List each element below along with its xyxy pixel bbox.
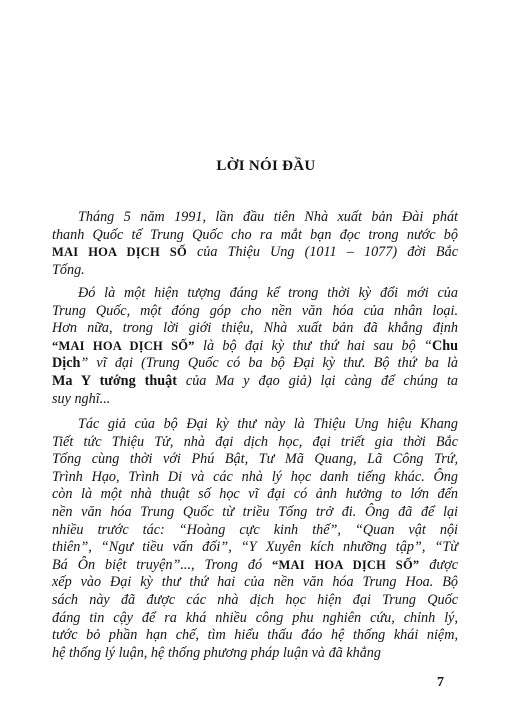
text-line	[52, 627, 458, 645]
text-segment: nền văn hóa Trung Quốc từ triều Tống trở đi. Ông đã để lại	[52, 503, 458, 520]
text-segment: còn là một nhà thuật số học vĩ đại có ảnh hưởng to lớn đến	[52, 486, 458, 503]
page-title: LỜI NÓI ĐẦU	[216, 158, 316, 174]
text-segment: nhiều trước tác: “Hoàng cực kinh thế”, “Quan vật nội	[52, 521, 458, 538]
paragraph-2	[52, 285, 458, 408]
text-segment: được	[419, 556, 458, 573]
text-line	[52, 285, 458, 303]
text-segment: Trình Hạo, Trình Di và các nhà lý học danh tiếng khác. Ông	[52, 468, 458, 485]
text-line	[52, 486, 458, 504]
text-segment: Trung Quốc, một đóng góp cho nền văn hóa của nhân loại.	[52, 302, 458, 319]
page-number: 7	[437, 675, 444, 690]
text-segment: của Ma y đạo giả) lại càng để chúng ta	[176, 372, 458, 389]
text-segment: Ma Y tướng thuật	[52, 372, 177, 389]
text-segment: tước bỏ phần hạn chế, tìm hiểu thấu đáo hệ thống khái niệm,	[52, 627, 458, 644]
text-segment: Tống cùng thời với Phú Bật, Tư Mã Quang, Lã Công Trứ,	[52, 451, 458, 468]
text-segment: Tống.	[52, 261, 85, 278]
text-line	[52, 262, 458, 280]
text-segment: xếp vào Đại kỳ thư thứ hai của nền văn hóa Trung Hoa. Bộ	[52, 574, 458, 591]
text-line	[52, 303, 458, 321]
text-segment: Tác giả của bộ Đại kỳ thư này là Thiệu Ung hiệu Khang	[78, 416, 458, 432]
text-line	[52, 522, 458, 540]
text-line	[52, 320, 458, 338]
text-segment: đáng tin cậy để ra khá nhiều công phu nghiên cứu, chỉnh lý,	[52, 609, 458, 626]
text-line	[52, 539, 458, 557]
text-line	[52, 391, 458, 409]
text-segment: thiên”, “Ngư tiều vấn đối”, “Y Xuyên kích nhưỡng tập”, “Từ	[52, 539, 458, 556]
text-line	[52, 416, 458, 434]
text-line	[52, 574, 458, 592]
text-segment: là bộ đại kỳ thư thứ hai sau bộ “	[194, 337, 432, 354]
text-line	[52, 592, 458, 610]
text-line	[52, 338, 458, 356]
text-segment: ” vĩ đại (Trung Quốc có ba bộ Đại kỳ thư. Bộ thứ ba là	[80, 355, 458, 372]
text-line	[52, 645, 458, 663]
text-segment: của Thiệu Ung (1011 – 1077) đời Bắc	[186, 244, 458, 261]
text-line	[52, 451, 458, 469]
text-line	[52, 373, 458, 391]
text-segment: thanh Quốc tế Trung Quốc cho ra mắt bạn đọc trong nước bộ	[52, 226, 458, 243]
text-line	[52, 227, 458, 245]
text-line	[52, 610, 458, 628]
text-segment: Chu	[431, 337, 458, 354]
text-segment: Dịch	[52, 355, 81, 372]
text-line	[52, 504, 458, 522]
text-line	[52, 469, 458, 487]
text-line	[52, 355, 458, 373]
text-segment: Tiết tức Thiệu Tử, nhà đại dịch học, đại triết gia thời Bắc	[52, 433, 458, 450]
paragraph-1	[52, 209, 458, 279]
text-segment: sách này đã được các nhà dịch học hiện đại Trung Quốc	[52, 591, 458, 608]
text-segment: Tháng 5 năm 1991, lần đầu tiên Nhà xuất bản Đài phát	[78, 209, 458, 225]
text-line	[52, 209, 458, 227]
text-line	[52, 244, 458, 262]
text-line	[52, 434, 458, 452]
paragraph-3	[52, 416, 458, 662]
text-segment: “MAI HOA DỊCH SỐ”	[52, 338, 195, 353]
text-segment: Đó là một hiện tượng đáng kể trong thời kỳ đổi mới của	[78, 285, 458, 301]
text-segment: Hơn nữa, trong lời giới thiệu, Nhà xuất bản đã khẳng định	[52, 320, 458, 337]
text-segment: MAI HOA DỊCH SỐ	[52, 245, 187, 260]
text-segment: suy nghĩ...	[52, 390, 111, 407]
text-segment: “MAI HOA DỊCH SỐ”	[272, 557, 420, 572]
text-line	[52, 557, 458, 575]
text-segment: Bá Ôn biệt truyện”..., Trong đó	[52, 556, 273, 573]
text-segment: hệ thống lý luận, hệ thống phương pháp luận và đã khẳng	[52, 644, 381, 661]
